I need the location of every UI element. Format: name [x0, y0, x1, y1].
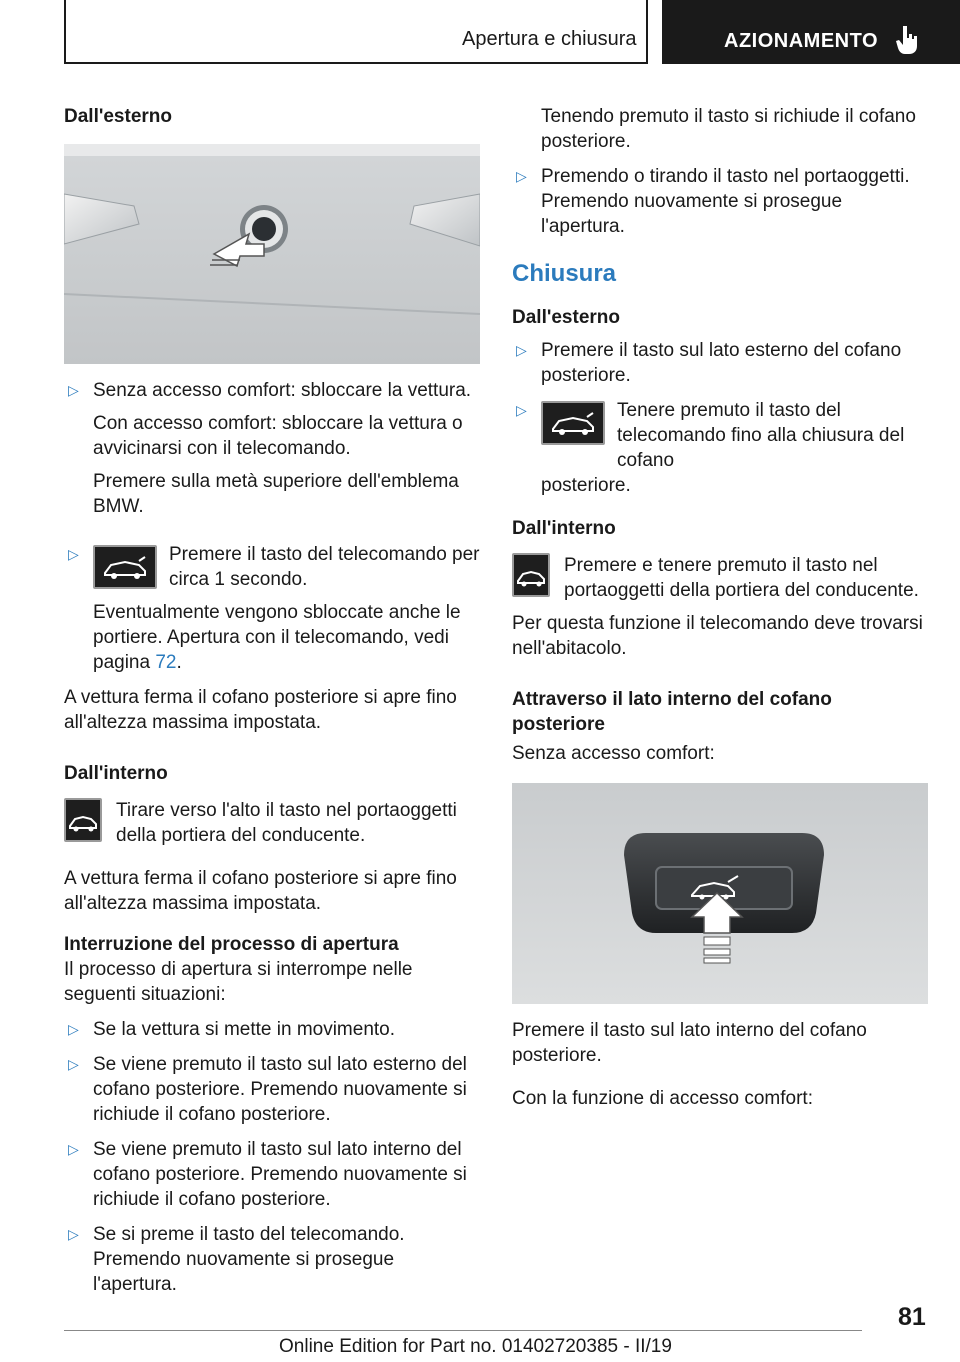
left-bullet-1-para3: Premere sulla metà superiore dell'emblema BMW.	[93, 471, 459, 517]
bullet-triangle-icon: ▷	[516, 342, 527, 358]
left-heading-interruzione: Interruzione del processo di apertura	[64, 934, 399, 955]
page-link-72[interactable]: 72	[155, 652, 177, 673]
left-para-open2: A vettura ferma il cofano posteriore si apre fino all'altezza massima impostata.	[64, 868, 457, 914]
left-bullet-2-text: Premere il tasto del telecomando per circa 1 secondo.	[169, 544, 480, 590]
page-number: 81	[898, 1303, 926, 1331]
left-bullet-1-para2: Con accesso comfort: sbloccare la vettura o avvicinarsi con il telecomando.	[93, 413, 463, 459]
car-tailgate-icon	[541, 401, 605, 445]
right-cont-para: Tenendo premuto il tasto si richiude il cofano posteriore.	[541, 106, 916, 152]
left-bullet-4: ▷ Se viene premuto il tasto sul lato esterno del cofano posteriore. Premendo nuovamente si richiude il cofano posteriore.	[68, 1054, 467, 1125]
right-heading-chiusura: Chiusura	[512, 260, 617, 287]
left-bullet-1-line: Senza accesso comfort: sbloccare la vettura.	[93, 380, 472, 401]
right-interno-text: Premere e tenere premuto il tasto nel portaoggetti della portiera del conducente.	[564, 555, 919, 601]
bullet-triangle-icon: ▷	[516, 168, 527, 184]
right-interno-block	[512, 553, 928, 603]
right-heading-dall-interno: Dall'interno	[512, 518, 616, 539]
right-bullet-2: ▷ Premere il tasto sul lato esterno del cofano posteriore.	[516, 340, 902, 386]
right-heading-attraverso: Attraverso il lato interno del cofano posteriore	[512, 689, 832, 735]
left-heading-dall-interno: Dall'interno	[64, 763, 168, 784]
right-bullet-3: ▷ Tenere premuto il tasto del telecomando fino alla chiusura del cofano posteriore.	[516, 400, 905, 496]
tailgate-emblem-photo	[64, 144, 480, 364]
left-bullet-comfort	[64, 378, 480, 519]
right-bullet-1: ▷ Premendo o tirando il tasto nel portaoggetti. Premendo nuovamente si prosegue l'apertura.	[516, 166, 910, 237]
footer-divider	[64, 1330, 862, 1331]
interior-tailgate-button-photo	[512, 783, 928, 1004]
left-interno-text: Tirare verso l'alto il tasto nel portaoggetti della portiera del conducente.	[116, 800, 457, 846]
right-heading-dall-esterno: Dall'esterno	[512, 307, 620, 328]
right-para-con: Con la funzione di accesso comfort:	[512, 1088, 813, 1109]
car-tailgate-icon	[512, 553, 550, 597]
header-chapter-tab	[662, 0, 960, 64]
bullet-triangle-icon: ▷	[68, 1056, 79, 1072]
left-para-interrupt: Il processo di apertura si interrompe nelle seguenti situazioni:	[64, 959, 413, 1005]
left-para-open1: A vettura ferma il cofano posteriore si apre fino all'altezza massima impostata.	[64, 687, 457, 733]
right-para-senza: Senza accesso comfort:	[512, 743, 715, 764]
footer-edition: Online Edition for Part no. 01402720385 - II/19	[279, 1336, 672, 1357]
bullet-triangle-icon: ▷	[68, 1226, 79, 1242]
pointing-hand-icon	[896, 24, 918, 56]
bullet-triangle-icon: ▷	[516, 402, 527, 418]
right-para-press: Premere il tasto sul lato interno del cofano posteriore.	[512, 1020, 867, 1066]
car-tailgate-icon	[64, 798, 102, 842]
left-heading-dall-esterno: Dall'esterno	[64, 106, 172, 127]
bullet-triangle-icon: ▷	[68, 1141, 79, 1157]
bullet-triangle-icon: ▷	[68, 1021, 79, 1037]
right-para-remote: Per questa funzione il telecomando deve trovarsi nell'abitacolo.	[512, 613, 923, 659]
header-section-title: Apertura e chiusura	[462, 28, 637, 50]
left-bullet-6: ▷ Se si preme il tasto del telecomando. Premendo nuovamente si prosegue l'apertura.	[68, 1224, 405, 1295]
left-bullet-5: ▷ Se viene premuto il tasto sul lato interno del cofano posteriore. Premendo nuovamente si richiude il cofano posteriore.	[68, 1139, 467, 1210]
car-tailgate-icon	[93, 545, 157, 589]
left-bullet-3: ▷ Se la vettura si mette in movimento.	[68, 1019, 396, 1040]
bullet-triangle-icon: ▷	[68, 546, 79, 562]
bullet-triangle-icon: ▷	[68, 382, 79, 398]
left-bullet-2-para2: Eventualmente vengono sbloccate anche le portiere. Apertura con il telecomando, vedi pagina 72.	[93, 602, 461, 673]
left-interno-block	[64, 798, 480, 848]
header-chapter-label: AZIONAMENTO	[724, 30, 879, 52]
left-bullet-remote	[64, 542, 480, 675]
